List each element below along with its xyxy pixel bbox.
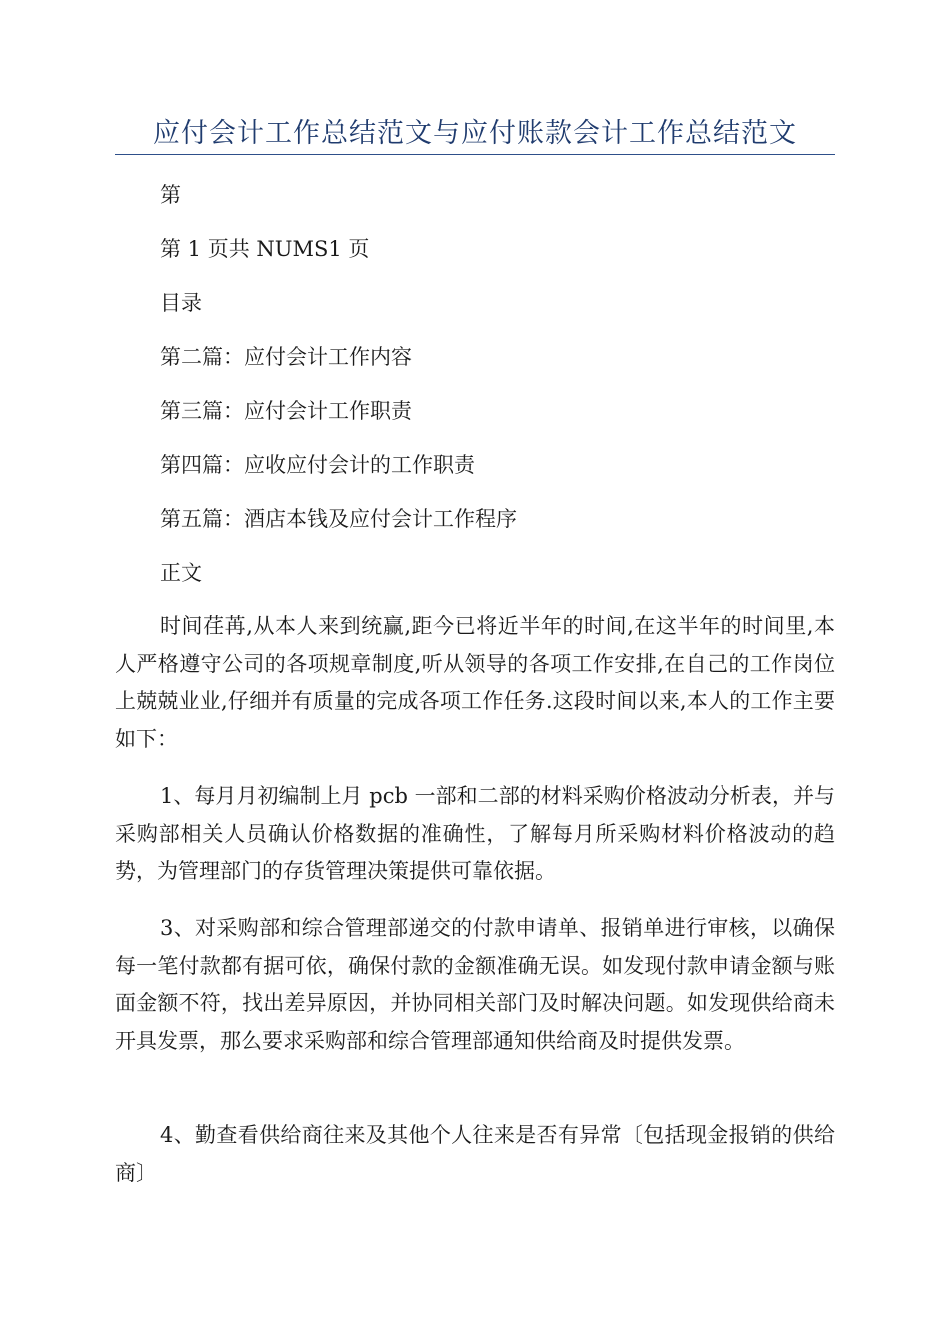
document-title: 应付会计工作总结范文与应付账款会计工作总结范文	[153, 118, 797, 149]
paragraph-item-1: 1、每月月初编制上月 pcb 一部和二部的材料采购价格波动分析表，并与采购部相关人员确认价格数据的准确性，了解每月所采购材料价格波动的趋势，为管理部门的存货管理决策提供可靠依据。	[115, 784, 835, 883]
paragraph-item-3: 3、对采购部和综合管理部递交的付款申请单、报销单进行审核，以确保每一笔付款都有据可依，确保付款的金额准确无误。如发现付款申请金额与账面金额不符，找出差异原因，并协同相关部门及时解决问题。如发现供给商未开具发票，那么要求采购部和综合管理部通知供给商及时提供发票。	[115, 916, 835, 1053]
paragraph-intro: 时间荏苒,从本人来到统赢,距今已将近半年的时间,在这半年的时间里,本人严格遵守公司的各项规章制度,听从领导的各项工作安排,在自己的工作岗位上兢兢业业,仔细并有质量的完成各项工作任务.这段时间以来,本人的工作主要如下：	[115, 614, 835, 751]
paragraph-item-4: 4、勤查看供给商往来及其他个人往来是否有异常〔包括现金报销的供给商〕	[115, 1123, 835, 1185]
toc-heading: 目录	[160, 291, 202, 315]
toc-item-2: 第二篇：应付会计工作内容	[160, 345, 412, 369]
title-underline	[115, 154, 835, 155]
page-marker-line: 第	[160, 183, 181, 207]
body-heading: 正文	[160, 561, 202, 585]
toc-item-4: 第四篇：应收应付会计的工作职责	[160, 453, 475, 477]
toc-item-5: 第五篇：酒店本钱及应付会计工作程序	[160, 507, 517, 531]
toc-item-3: 第三篇：应付会计工作职责	[160, 399, 412, 423]
page-count-line: 第 1 页共 NUMS1 页	[160, 237, 370, 261]
